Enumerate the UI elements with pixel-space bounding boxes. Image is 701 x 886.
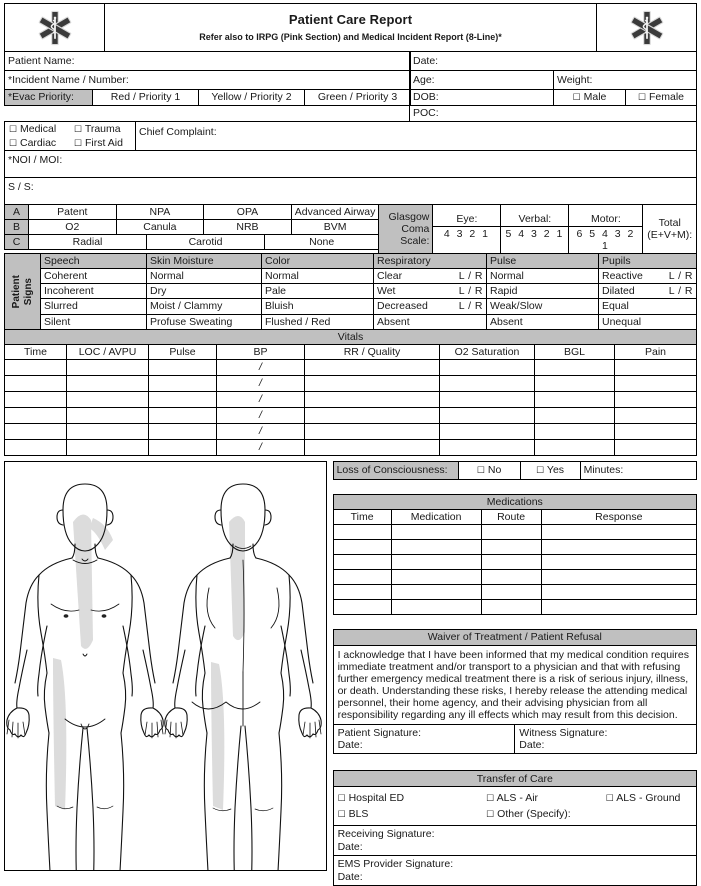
star-of-life-icon: [37, 10, 73, 46]
vitals-cell-loc-avpu[interactable]: [67, 359, 149, 375]
meds-col-medication: Medication: [391, 509, 481, 524]
loss-of-consciousness-row: [333, 461, 697, 480]
vitals-cell-time[interactable]: [5, 439, 67, 455]
pupils-equal[interactable]: Equal: [599, 299, 697, 314]
medication-entry-row: [333, 569, 696, 584]
medication-cell-medication[interactable]: [391, 554, 481, 569]
vitals-cell-bp[interactable]: /: [217, 391, 305, 407]
transfer-of-care-table: [333, 770, 697, 886]
respiratory-decreased[interactable]: [374, 299, 487, 314]
vitals-col-pain: Pain: [615, 344, 697, 359]
vitals-cell-o2-saturation[interactable]: [440, 423, 535, 439]
pulse-absent[interactable]: Absent: [487, 314, 599, 329]
star-of-life-icon: [629, 10, 665, 46]
pupils-reactive-label: Reactive: [602, 270, 643, 283]
vitals-cell-pain[interactable]: [615, 439, 697, 455]
transfer-ems-date-label: Date:: [337, 870, 363, 883]
checkbox-icon: ☐: [9, 124, 18, 134]
circulation-radial[interactable]: Radial: [29, 235, 147, 250]
checkbox-icon: ☐: [486, 793, 495, 804]
vitals-entry-row: [5, 359, 697, 375]
patient-signs-row: [41, 284, 697, 299]
type-cardiac-label: Cardiac: [20, 137, 57, 150]
skin-dry[interactable]: Dry: [147, 284, 262, 299]
speech-coherent[interactable]: Coherent: [41, 269, 147, 284]
respiratory-decreased-lr[interactable]: L / R: [458, 300, 483, 313]
vitals-cell-loc-avpu[interactable]: [67, 391, 149, 407]
transfer-other-label: Other (Specify):: [497, 808, 571, 821]
skin-profuse-sweating[interactable]: Profuse Sweating: [147, 314, 262, 329]
evac-option-yellow[interactable]: Yellow / Priority 2: [199, 90, 305, 106]
transfer-receiving-signature-field[interactable]: [333, 826, 696, 856]
medication-entry-row: [333, 554, 696, 569]
body-diagram-svg: [5, 462, 327, 870]
respiratory-wet-label: Wet: [377, 285, 396, 298]
abc-letter-a: A: [5, 205, 29, 220]
breathing-canula[interactable]: Canula: [116, 220, 204, 235]
medications-title: Medications: [333, 494, 696, 509]
medication-cell-medication[interactable]: [391, 524, 481, 539]
breathing-bvm[interactable]: BVM: [291, 220, 379, 235]
vitals-body: [5, 359, 697, 455]
waiver-witness-date-label: Date:: [519, 739, 545, 752]
waiver-body-text: I acknowledge that I have been informed that my medical condition requires immediate treatment and/or transport to a physician and that with refusing further emergency medical treatment there is a risk of serious injury, illness, or death. Understanding these risks, I hereby release the attending medical personnel, their home agency, and their advising physician from all responsibility regarding any ill effects which may result from this decision.: [333, 645, 696, 724]
vitals-cell-o2-saturation[interactable]: [440, 391, 535, 407]
vitals-cell-o2-saturation[interactable]: [440, 359, 535, 375]
vitals-cell-pulse[interactable]: [149, 359, 217, 375]
waiver-patient-date-label: Date:: [337, 739, 363, 752]
vitals-cell-time[interactable]: [5, 391, 67, 407]
medication-entry-row: [333, 524, 696, 539]
vitals-entry-row: [5, 439, 697, 455]
vitals-cell-rr-quality[interactable]: [305, 391, 440, 407]
vitals-cell-time[interactable]: [5, 359, 67, 375]
checkbox-icon: ☐: [337, 809, 346, 820]
medication-cell-route[interactable]: [481, 539, 541, 554]
respiratory-clear[interactable]: [374, 269, 487, 284]
patient-signs-row: [41, 299, 697, 314]
airway-npa[interactable]: NPA: [116, 205, 204, 220]
waiver-title: Waiver of Treatment / Patient Refusal: [333, 629, 696, 645]
loc-label: Loss of Consciousness:: [333, 461, 458, 479]
circulation-table: [4, 234, 379, 250]
noi-moi-row: [4, 150, 697, 178]
medication-cell-time[interactable]: [333, 599, 391, 614]
page-subtitle: Refer also to IRPG (Pink Section) and Medical Incident Report (8-Line)*: [199, 31, 502, 42]
vitals-col-bgl: BGL: [535, 344, 615, 359]
waiver-patient-signature-field[interactable]: [333, 725, 515, 754]
col-color: Color: [262, 254, 374, 269]
pulse-normal[interactable]: Normal: [487, 269, 599, 284]
header-title-cell: [105, 4, 597, 52]
color-pale[interactable]: Pale: [262, 284, 374, 299]
vitals-cell-bgl[interactable]: [535, 439, 615, 455]
vitals-cell-rr-quality[interactable]: [305, 359, 440, 375]
vitals-cell-bgl[interactable]: [535, 375, 615, 391]
type-and-complaint-row: [4, 121, 697, 151]
gcs-label-line2: Coma: [401, 223, 430, 236]
col-speech: Speech: [41, 254, 147, 269]
vitals-cell-pain[interactable]: [615, 423, 697, 439]
medication-cell-response[interactable]: [541, 599, 696, 614]
loc-yes-label: Yes: [546, 464, 565, 477]
col-skin-moisture: Skin Moisture: [147, 254, 262, 269]
patient-signs-label-line2: Signs: [23, 277, 34, 306]
airway-opa[interactable]: OPA: [204, 205, 292, 220]
gcs-label-line1: Glasgow: [388, 211, 430, 224]
vitals-cell-loc-avpu[interactable]: [67, 375, 149, 391]
airway-advanced[interactable]: Advanced Airway: [291, 205, 379, 220]
vitals-cell-bgl[interactable]: [535, 359, 615, 375]
type-firstaid-label: First Aid: [85, 137, 123, 150]
color-normal[interactable]: Normal: [262, 269, 374, 284]
checkbox-icon: ☐: [337, 793, 346, 804]
transfer-hospital-ed-checkbox[interactable]: [334, 790, 483, 806]
transfer-other-checkbox[interactable]: [482, 806, 602, 822]
vitals-cell-bgl[interactable]: [535, 391, 615, 407]
medications-header-row: [333, 509, 696, 524]
gcs-label: [379, 205, 433, 254]
medication-cell-route[interactable]: [481, 554, 541, 569]
vitals-cell-time[interactable]: [5, 375, 67, 391]
pupils-unequal[interactable]: Unequal: [599, 314, 697, 329]
patient-signs-header-row: [41, 254, 697, 269]
airway-patent[interactable]: Patent: [29, 205, 117, 220]
circulation-none[interactable]: None: [265, 235, 379, 250]
checkbox-icon: ☐: [536, 465, 545, 476]
vitals-col-o2-saturation: O2 Saturation: [440, 344, 535, 359]
checkbox-icon: ☐: [572, 92, 581, 103]
loc-minutes-field[interactable]: Minutes:: [580, 461, 696, 479]
pupils-dilated-label: Dilated: [602, 285, 635, 298]
medication-cell-route[interactable]: [481, 599, 541, 614]
vitals-cell-o2-saturation[interactable]: [440, 439, 535, 455]
circulation-carotid[interactable]: Carotid: [147, 235, 265, 250]
chief-complaint-field[interactable]: Chief Complaint:: [136, 122, 697, 151]
meds-col-response: Response: [541, 509, 696, 524]
meds-col-time: Time: [333, 509, 391, 524]
transfer-title: Transfer of Care: [333, 771, 696, 787]
abc-table: [4, 204, 379, 235]
type-trauma-checkbox[interactable]: [70, 122, 135, 136]
abc-row-c: [5, 235, 379, 250]
medication-cell-medication[interactable]: [391, 569, 481, 584]
type-medical-checkbox[interactable]: [5, 122, 70, 136]
signs-symptoms-row: [4, 177, 697, 205]
medication-cell-response[interactable]: [541, 524, 696, 539]
patient-signs-vertical-label: [4, 253, 40, 329]
breathing-o2[interactable]: O2: [29, 220, 117, 235]
type-firstaid-checkbox[interactable]: [70, 136, 135, 150]
type-cardiac-checkbox[interactable]: [5, 136, 70, 150]
vitals-cell-pulse[interactable]: [149, 423, 217, 439]
abc-row-a: [5, 205, 379, 220]
medication-cell-response[interactable]: [541, 569, 696, 584]
medications-body: [333, 524, 696, 614]
airway-breathing-circulation-block: [4, 204, 697, 254]
vitals-cell-bp[interactable]: /: [217, 439, 305, 455]
skin-normal[interactable]: Normal: [147, 269, 262, 284]
abc-letter-b: B: [5, 220, 29, 235]
respiratory-wet-lr[interactable]: L / R: [458, 285, 483, 298]
speech-silent[interactable]: Silent: [41, 314, 147, 329]
vitals-cell-bgl[interactable]: [535, 407, 615, 423]
right-column: [333, 461, 697, 886]
vitals-entry-row: [5, 407, 697, 423]
form-header: [4, 3, 697, 52]
transfer-ems-signature-field[interactable]: [333, 856, 696, 886]
sex-female-label: Female: [648, 91, 684, 104]
vitals-col-rr-quality: RR / Quality: [305, 344, 440, 359]
respiratory-wet[interactable]: [374, 284, 487, 299]
medication-entry-row: [333, 539, 696, 554]
speech-slurred[interactable]: Slurred: [41, 299, 147, 314]
checkbox-icon: ☐: [637, 92, 647, 103]
patient-signs-row: [41, 269, 697, 284]
vitals-cell-loc-avpu[interactable]: [67, 439, 149, 455]
transfer-hospital-ed-label: Hospital ED: [348, 792, 405, 805]
checkbox-icon: ☐: [605, 793, 614, 804]
page-title: Patient Care Report: [288, 11, 413, 27]
vitals-cell-loc-avpu[interactable]: [67, 423, 149, 439]
vitals-cell-rr-quality[interactable]: [305, 423, 440, 439]
transfer-als-air-label: ALS - Air: [496, 792, 539, 805]
checkbox-icon: ☐: [74, 138, 83, 149]
incident-type-checkbox-group: [5, 122, 136, 151]
col-respiratory: Respiratory: [374, 254, 487, 269]
vitals-col-pulse: Pulse: [149, 344, 217, 359]
medication-cell-route[interactable]: [481, 569, 541, 584]
waiver-patient-signature-label: Patient Signature:: [337, 727, 422, 740]
type-trauma-label: Trauma: [84, 123, 121, 135]
vitals-cell-pain[interactable]: [615, 391, 697, 407]
color-bluish[interactable]: Bluish: [262, 299, 374, 314]
vitals-cell-bp[interactable]: /: [217, 359, 305, 375]
checkbox-icon: ☐: [74, 124, 83, 134]
waiver-witness-signature-label: Witness Signature:: [519, 727, 608, 740]
vitals-cell-bp[interactable]: /: [217, 423, 305, 439]
loc-no-checkbox[interactable]: [458, 461, 520, 479]
medication-entry-row: [333, 599, 696, 614]
poc-field[interactable]: POC:: [410, 106, 697, 122]
vitals-cell-time[interactable]: [5, 423, 67, 439]
vitals-entry-row: [5, 423, 697, 439]
vitals-cell-pulse[interactable]: [149, 407, 217, 423]
vitals-cell-rr-quality[interactable]: [305, 407, 440, 423]
breathing-nrb[interactable]: NRB: [204, 220, 292, 235]
type-medical-label: Medical: [20, 123, 57, 135]
incident-name-number-field[interactable]: *Incident Name / Number:: [5, 71, 411, 90]
medication-cell-time[interactable]: [333, 554, 391, 569]
transfer-bls-checkbox[interactable]: [334, 806, 483, 822]
glasgow-coma-scale-table: [378, 204, 697, 254]
medication-cell-time[interactable]: [333, 584, 391, 599]
medication-cell-route[interactable]: [481, 584, 541, 599]
star-of-life-icon-right: [597, 4, 697, 52]
date-field[interactable]: Date:: [410, 52, 697, 71]
vitals-cell-pain[interactable]: [615, 375, 697, 391]
transfer-als-air-checkbox[interactable]: [482, 790, 602, 806]
dob-field[interactable]: DOB:: [410, 90, 554, 106]
pupils-reactive-lr[interactable]: L / R: [668, 270, 693, 283]
color-flushed-red[interactable]: Flushed / Red: [262, 314, 374, 329]
vitals-cell-bgl[interactable]: [535, 423, 615, 439]
anterior-body-outline: [7, 484, 163, 870]
sex-male-checkbox[interactable]: [554, 90, 626, 106]
vitals-cell-pulse[interactable]: [149, 391, 217, 407]
medication-cell-medication[interactable]: [391, 539, 481, 554]
vitals-cell-o2-saturation[interactable]: [440, 375, 535, 391]
checkbox-icon: ☐: [486, 809, 495, 820]
vitals-title: Vitals: [5, 329, 697, 344]
sex-female-checkbox[interactable]: [626, 90, 697, 106]
gcs-eye-values[interactable]: 4 3 2 1: [433, 227, 501, 254]
pupils-dilated[interactable]: [599, 284, 697, 299]
meds-col-route: Route: [481, 509, 541, 524]
pupils-reactive[interactable]: [599, 269, 697, 284]
gcs-motor-label: Motor:: [569, 205, 643, 227]
gcs-total-label-line2: (E+V+M):: [647, 229, 693, 242]
patient-signs-row: [41, 314, 697, 329]
vitals-cell-time[interactable]: [5, 407, 67, 423]
vitals-cell-pain[interactable]: [615, 359, 697, 375]
vitals-entry-row: [5, 375, 697, 391]
transfer-bls-label: BLS: [348, 808, 369, 821]
gcs-total-label-line1: Total: [658, 217, 681, 230]
transfer-als-ground-checkbox[interactable]: [602, 790, 696, 806]
ss-field[interactable]: S / S:: [5, 178, 697, 205]
respiratory-clear-label: Clear: [377, 270, 403, 283]
gcs-motor-values[interactable]: 6 5 4 3 2 1: [569, 227, 643, 254]
transfer-receiving-date-label: Date:: [337, 840, 363, 853]
vitals-table: [4, 329, 697, 456]
checkbox-icon: ☐: [476, 465, 485, 476]
evac-option-green[interactable]: Green / Priority 3: [305, 90, 411, 106]
lower-section: [4, 461, 697, 886]
gcs-verbal-label: Verbal:: [501, 205, 569, 227]
transfer-options: [333, 787, 696, 826]
vitals-cell-rr-quality[interactable]: [305, 375, 440, 391]
loc-no-label: No: [487, 464, 502, 477]
evac-priority-label: *Evac Priority:: [5, 90, 93, 106]
posterior-body-outline: [165, 484, 321, 870]
waiver-witness-signature-field[interactable]: [515, 725, 697, 754]
medication-cell-time[interactable]: [333, 524, 391, 539]
transfer-receiving-signature-label: Receiving Signature:: [337, 828, 435, 841]
loc-yes-checkbox[interactable]: [520, 461, 580, 479]
patient-signs-block: [4, 253, 697, 329]
abc-letter-c: C: [5, 235, 29, 250]
identity-block: [4, 51, 697, 122]
weight-field[interactable]: Weight:: [554, 71, 697, 90]
vitals-cell-o2-saturation[interactable]: [440, 407, 535, 423]
patient-signs-table: [40, 253, 697, 329]
body-diagram-panel[interactable]: [4, 461, 327, 871]
vitals-col-loc-avpu: LOC / AVPU: [67, 344, 149, 359]
speech-incoherent[interactable]: Incoherent: [41, 284, 147, 299]
medication-cell-response[interactable]: [541, 539, 696, 554]
waiver-table: [333, 629, 697, 755]
vitals-cell-loc-avpu[interactable]: [67, 407, 149, 423]
medication-cell-route[interactable]: [481, 524, 541, 539]
vitals-cell-pain[interactable]: [615, 407, 697, 423]
respiratory-absent[interactable]: Absent: [374, 314, 487, 329]
vitals-entry-row: [5, 391, 697, 407]
medication-cell-time[interactable]: [333, 569, 391, 584]
noi-moi-field[interactable]: *NOI / MOI:: [5, 151, 697, 178]
age-field[interactable]: Age:: [410, 71, 554, 90]
vitals-header-row: [5, 344, 697, 359]
identity-left-table: [4, 51, 411, 106]
skin-moist-clammy[interactable]: Moist / Clammy: [147, 299, 262, 314]
medication-cell-response[interactable]: [541, 554, 696, 569]
vitals-cell-pulse[interactable]: [149, 439, 217, 455]
col-pupils: Pupils: [599, 254, 697, 269]
transfer-ems-signature-label: EMS Provider Signature:: [337, 858, 454, 871]
respiratory-decreased-label: Decreased: [377, 300, 428, 313]
vitals-col-bp: BP: [217, 344, 305, 359]
respiratory-clear-lr[interactable]: L / R: [458, 270, 483, 283]
medication-cell-medication[interactable]: [391, 599, 481, 614]
medication-cell-medication[interactable]: [391, 584, 481, 599]
medication-cell-response[interactable]: [541, 584, 696, 599]
gcs-total-field[interactable]: [643, 205, 697, 254]
transfer-als-ground-label: ALS - Ground: [616, 792, 681, 805]
gcs-eye-label: Eye:: [433, 205, 501, 227]
patient-name-field[interactable]: Patient Name:: [5, 52, 411, 71]
medication-cell-time[interactable]: [333, 539, 391, 554]
gcs-label-line3: Scale:: [400, 235, 430, 248]
col-pulse: Pulse: [487, 254, 599, 269]
sex-male-label: Male: [583, 91, 607, 104]
medications-table: [333, 494, 697, 615]
pulse-weak-slow[interactable]: Weak/Slow: [487, 299, 599, 314]
vitals-cell-pulse[interactable]: [149, 375, 217, 391]
pulse-rapid[interactable]: Rapid: [487, 284, 599, 299]
vitals-cell-bp[interactable]: /: [217, 407, 305, 423]
vitals-cell-rr-quality[interactable]: [305, 439, 440, 455]
gcs-verbal-values[interactable]: 5 4 3 2 1: [501, 227, 569, 254]
abc-row-b: [5, 220, 379, 235]
star-of-life-icon-left: [5, 4, 105, 52]
identity-right-table: [409, 51, 697, 122]
medication-entry-row: [333, 584, 696, 599]
patient-signs-label-line1: Patient: [11, 274, 22, 309]
evac-option-red[interactable]: Red / Priority 1: [93, 90, 199, 106]
vitals-col-time: Time: [5, 344, 67, 359]
checkbox-icon: ☐: [9, 138, 18, 149]
vitals-cell-bp[interactable]: /: [217, 375, 305, 391]
pupils-dilated-lr[interactable]: L / R: [668, 285, 693, 298]
